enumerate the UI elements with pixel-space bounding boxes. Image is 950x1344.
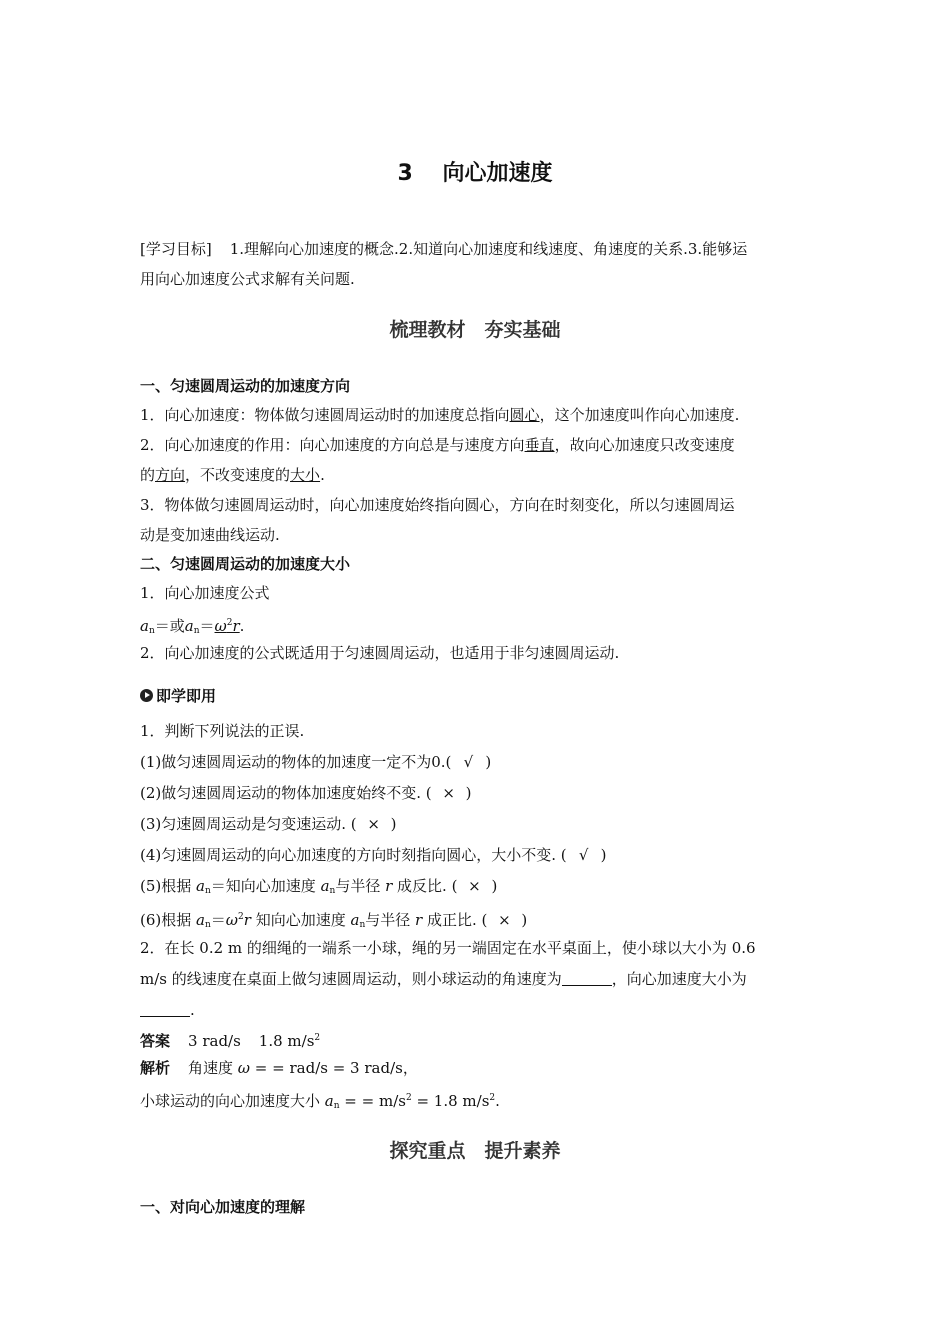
question-2-cont: m/s 的线速度在桌面上做匀速圆周运动，则小球运动的角速度为 ，向心加速度大小为 — [140, 970, 747, 988]
answer-underline: 垂直 — [524, 436, 555, 454]
page-title — [0, 156, 950, 187]
analysis-label: 解析 — [140, 1059, 171, 1077]
part2-heading: 二、匀速圆周运动的加速度大小 — [140, 555, 351, 573]
check-mark: √ — [463, 753, 474, 771]
part1-item-3-cont: 动是变加速曲线运动. — [140, 526, 280, 544]
part1-item-2: 2．向心加速度的作用：向心加速度的方向总是与速度方向垂直，故向心加速度只改变速度 — [140, 436, 735, 454]
objectives-line-1: [学习目标] 1.理解向心加速度的概念.2.知道向心加速度和线速度、角速度的关系.3.能够运 — [140, 240, 748, 258]
answer-blank — [140, 1002, 190, 1017]
part1-item-2-cont: 的方向，不改变速度的大小. — [140, 466, 325, 484]
question-2-end: . — [140, 1000, 195, 1020]
statement-6: (6)根据 $a_n=\omega^2r$ 知向心加速度 $a_n$与半径 r 成正比. ( × ) — [140, 911, 528, 930]
formula-line: $a_n=$或$a_n=\omega^2r$. — [140, 617, 245, 636]
statement-2: (2)做匀速圆周运动的物体加速度始终不变. ( × ) — [140, 784, 472, 802]
answer-underline: 圆心 — [509, 406, 540, 424]
question-2: 2．在长 0.2 m 的细绳的一端系一小球，绳的另一端固定在水平桌面上，使小球以大小为 0.6 — [140, 939, 756, 957]
part2-item-2: 2．向心加速度的公式既适用于匀速圆周运动，也适用于非匀速圆周运动. — [140, 644, 620, 662]
answer-underline: 方向 — [155, 466, 186, 484]
question-1: 1．判断下列说法的正误. — [140, 722, 305, 740]
part2-item-1: 1．向心加速度公式 — [140, 584, 270, 602]
statement-4: (4)匀速圆周运动的向心加速度的方向时刻指向圆心，大小不变. ( √ ) — [140, 846, 607, 864]
check-mark: √ — [578, 846, 589, 864]
title-text: 向心加速度 — [442, 161, 553, 186]
title-number: 3 — [397, 161, 413, 186]
analysis-line-1: 解析 角速度 ω = = rad/s = 3 rad/s， — [140, 1059, 418, 1077]
cross-mark: × — [367, 815, 380, 833]
part1-item-3: 3．物体做匀速圆周运动时，向心加速度始终指向圆心，方向在时刻变化，所以匀速圆周运 — [140, 496, 735, 514]
part1-heading: 一、匀速圆周运动的加速度方向 — [140, 377, 351, 395]
part1-item-1: 1．向心加速度：物体做匀速圆周运动时的加速度总指向圆心，这个加速度叫作向心加速度. — [140, 406, 740, 424]
statement-5: (5)根据 $a_n=$知向心加速度 $a_n$与半径 r 成反比. ( × ) — [140, 877, 498, 896]
cross-mark: × — [442, 784, 455, 802]
objectives-line-2: 用向心加速度公式求解有关问题. — [140, 270, 355, 288]
answer-label: 答案 — [140, 1032, 171, 1050]
statement-1: (1)做匀速圆周运动的物体的加速度一定不为0.( √ ) — [140, 753, 492, 771]
section-title-1: 梳理教材 夯实基础 — [389, 319, 561, 341]
play-circle-icon — [140, 689, 153, 702]
answer-line: 答案 3 rad/s 1.8 $m/s^2$ — [140, 1032, 321, 1050]
statement-3: (3)匀速圆周运动是匀变速运动. ( × ) — [140, 815, 397, 833]
objectives-label: [学习目标] — [140, 240, 212, 258]
answer-underline: 大小 — [290, 466, 321, 484]
analysis-line-2: 小球运动的向心加速度大小 $a_n$ = = $m/s^2 = 1.8$ $m/s^2$. — [140, 1092, 500, 1111]
cross-mark: × — [468, 877, 481, 895]
section-title-2: 探究重点 提升素养 — [389, 1140, 561, 1162]
part3-heading: 一、对向心加速度的理解 — [140, 1198, 306, 1216]
answer-blank — [562, 971, 612, 986]
cross-mark: × — [498, 911, 511, 929]
practice-label: 即学即用 — [140, 686, 216, 706]
